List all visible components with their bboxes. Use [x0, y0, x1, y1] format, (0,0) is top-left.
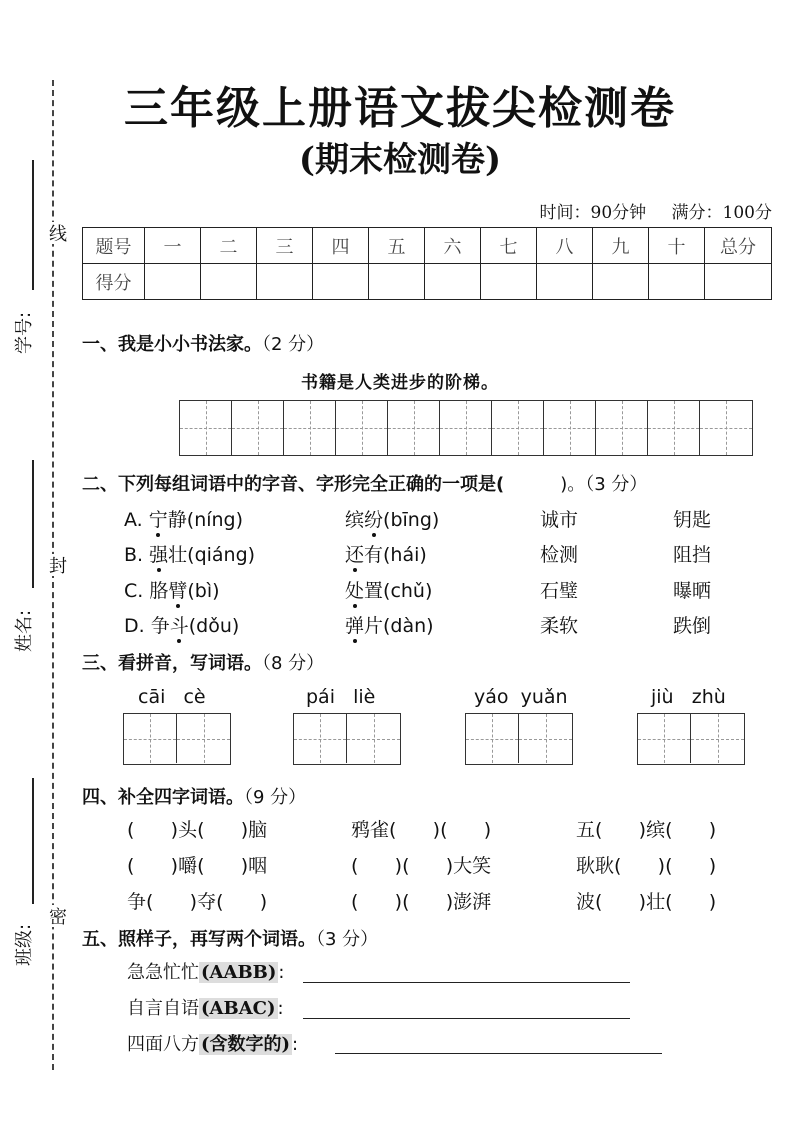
writing-cell[interactable] [596, 401, 648, 455]
answer-line-3[interactable] [335, 1053, 662, 1054]
score-cell-total[interactable] [705, 264, 772, 300]
pinyin-4: jiù zhù [651, 686, 726, 708]
class-label: 班级: [14, 923, 36, 967]
writing-grid[interactable] [179, 400, 753, 456]
section2-title [82, 470, 647, 496]
pinyin: (dǒu) [188, 615, 240, 637]
score-cell[interactable] [649, 264, 705, 300]
pattern-tag: (AABB) [201, 962, 277, 983]
writing-cell[interactable] [232, 401, 284, 455]
score-table-col: 十 [649, 228, 705, 264]
idiom-fill[interactable]: 耿耿( )( ) [576, 855, 717, 877]
dotted-char: 斗 [169, 615, 189, 637]
writing-cell[interactable] [638, 714, 691, 763]
section4-points: （9 分） [244, 787, 307, 808]
idiom-fill[interactable]: 五( )缤( ) [576, 819, 717, 841]
score-cell[interactable] [537, 264, 593, 300]
option-a-word3: 诚市 [540, 509, 579, 531]
answer-box-1[interactable] [123, 713, 231, 765]
pinyin: (qiáng) [187, 544, 256, 566]
colon: : [278, 962, 285, 983]
writing-cell[interactable] [519, 714, 572, 763]
score-table-col-total: 总分 [705, 228, 772, 264]
writing-cell[interactable] [336, 401, 388, 455]
section4-title [82, 783, 306, 809]
exam-full-score: 满分：100分 [671, 203, 772, 223]
section3-heading: 三、看拼音，写词语。 [82, 653, 262, 674]
score-table-col: 一 [145, 228, 201, 264]
writing-cell[interactable] [492, 401, 544, 455]
score-table-row-label: 题号 [83, 228, 145, 264]
example-word: 四面八方 [127, 1034, 199, 1055]
page-title: 三年级上册语文拔尖检测卷 [124, 83, 676, 134]
section2-points: )。（3 分） [560, 474, 648, 495]
page-subtitle: (期末检测卷) [298, 140, 502, 180]
score-cell[interactable] [257, 264, 313, 300]
score-table-row-label: 得分 [83, 264, 145, 300]
option-d-word3: 柔软 [540, 615, 579, 637]
idiom-fill[interactable]: ( )嚼( )咽 [127, 855, 268, 877]
score-table-col: 五 [369, 228, 425, 264]
char: 静 [167, 509, 187, 531]
colon: : [292, 1034, 299, 1055]
score-cell[interactable] [425, 264, 481, 300]
score-table-score-row [83, 264, 772, 300]
option-label: A. [124, 509, 143, 531]
pinyin-2: pái liè [306, 686, 376, 708]
option-a-word2 [345, 505, 439, 532]
name-line[interactable] [32, 460, 34, 588]
option-b-word3: 检测 [540, 544, 579, 566]
score-table-col: 九 [593, 228, 649, 264]
answer-box-2[interactable] [293, 713, 401, 765]
student-id-label: 学号: [14, 311, 36, 355]
section1-points: （2 分） [262, 334, 325, 355]
example-word: 自言自语 [127, 998, 199, 1019]
writing-cell[interactable] [347, 714, 400, 763]
score-cell[interactable] [481, 264, 537, 300]
pinyin: (bīng) [383, 509, 440, 531]
pinyin: (chǔ) [383, 580, 433, 602]
section4-heading: 四、补全四字词语。 [82, 787, 244, 808]
copy-sentence: 书籍是人类进步的阶梯。 [301, 373, 499, 393]
pattern-example-1 [127, 958, 284, 984]
answer-box-4[interactable] [637, 713, 745, 765]
pinyin: (níng) [186, 509, 244, 531]
writing-cell[interactable] [124, 714, 177, 763]
idiom-fill[interactable]: ( )头( )脑 [127, 819, 268, 841]
score-cell[interactable] [313, 264, 369, 300]
writing-cell[interactable] [648, 401, 700, 455]
char: 缤 [345, 509, 365, 531]
writing-cell[interactable] [294, 714, 347, 763]
option-d-word2 [345, 611, 434, 638]
answer-box-3[interactable] [465, 713, 573, 765]
writing-cell[interactable] [691, 714, 744, 763]
char: 置 [364, 580, 384, 602]
idiom-fill[interactable]: ( )( )澎湃 [351, 891, 492, 913]
option-a-word4: 钥匙 [673, 509, 712, 531]
dotted-char: 弹 [345, 615, 365, 637]
section3-points: （8 分） [262, 653, 325, 674]
seal-word-line: 线 [43, 222, 69, 244]
char: 胳 [149, 580, 169, 602]
dotted-char: 强 [149, 544, 169, 566]
exam-time: 时间：90分钟 [539, 203, 647, 223]
pinyin-3: yáo yuǎn [474, 686, 568, 708]
option-label: D. [124, 615, 145, 637]
section2-heading: 二、下列每组词语中的字音、字形完全正确的一项是( [82, 474, 505, 495]
idiom-fill[interactable]: ( )( )大笑 [351, 855, 492, 877]
option-label: C. [124, 580, 144, 602]
option-c-word1[interactable] [124, 576, 220, 603]
score-table-col: 七 [481, 228, 537, 264]
seal-word-seal: 封 [43, 554, 69, 576]
dotted-char: 还 [345, 544, 365, 566]
section5-heading: 五、照样子，再写两个词语。 [82, 929, 316, 950]
colon: : [277, 998, 284, 1019]
dotted-char: 处 [345, 580, 365, 602]
option-c-word3: 石璧 [540, 580, 579, 602]
name-label: 姓名: [14, 609, 36, 653]
score-table-col: 三 [257, 228, 313, 264]
option-d-word4: 跌倒 [673, 615, 712, 637]
pattern-example-3 [127, 1030, 298, 1056]
writing-cell[interactable] [544, 401, 596, 455]
writing-cell[interactable] [466, 714, 519, 763]
class-line[interactable] [32, 778, 34, 904]
option-label: B. [124, 544, 144, 566]
section3-title [82, 649, 324, 675]
exam-meta [520, 198, 773, 223]
pinyin: (bì) [187, 580, 220, 602]
option-b-word1[interactable] [124, 540, 255, 567]
pinyin-1: cāi cè [138, 686, 206, 708]
pattern-example-2 [127, 994, 284, 1020]
section1-heading: 一、我是小小书法家。 [82, 334, 262, 355]
pattern-tag: (ABAC) [201, 998, 276, 1019]
section5-points: （3 分） [316, 929, 379, 950]
score-table-col: 六 [425, 228, 481, 264]
option-d-word1[interactable] [124, 611, 239, 638]
pinyin: 有(hái) [364, 544, 427, 566]
writing-cell[interactable] [700, 401, 752, 455]
score-table-col: 四 [313, 228, 369, 264]
idiom-fill[interactable]: 波( )壮( ) [576, 891, 717, 913]
pattern-tag: (含数字的) [201, 1034, 291, 1055]
score-table-col: 八 [537, 228, 593, 264]
writing-cell[interactable] [284, 401, 336, 455]
dotted-char: 宁 [148, 509, 168, 531]
option-c-word2 [345, 576, 432, 603]
dotted-char: 纷 [364, 509, 384, 531]
score-table-col: 二 [201, 228, 257, 264]
score-cell[interactable] [369, 264, 425, 300]
option-a-word1[interactable] [124, 505, 243, 532]
score-cell[interactable] [593, 264, 649, 300]
writing-cell[interactable] [388, 401, 440, 455]
score-cell[interactable] [145, 264, 201, 300]
option-b-word2 [345, 540, 427, 567]
char: 壮 [168, 544, 188, 566]
answer-line-1[interactable] [303, 982, 630, 983]
section1-title [82, 330, 324, 356]
char: 争 [150, 615, 170, 637]
example-word: 急急忙忙 [127, 962, 199, 983]
section5-title [82, 925, 378, 951]
idiom-fill[interactable]: 争( )夺( ) [127, 891, 268, 913]
idiom-fill[interactable]: 鸦雀( )( ) [351, 819, 492, 841]
writing-cell[interactable] [177, 714, 230, 763]
seal-word-secret: 密 [43, 905, 69, 927]
answer-line-2[interactable] [303, 1018, 630, 1019]
score-cell[interactable] [201, 264, 257, 300]
option-b-word4: 阻挡 [673, 544, 712, 566]
score-table-header-row [83, 228, 772, 264]
writing-cell[interactable] [440, 401, 492, 455]
option-c-word4: 曝晒 [673, 580, 712, 602]
dotted-char: 臂 [168, 580, 188, 602]
pinyin: 片(dàn) [364, 615, 434, 637]
score-table [82, 227, 772, 300]
writing-cell[interactable] [180, 401, 232, 455]
